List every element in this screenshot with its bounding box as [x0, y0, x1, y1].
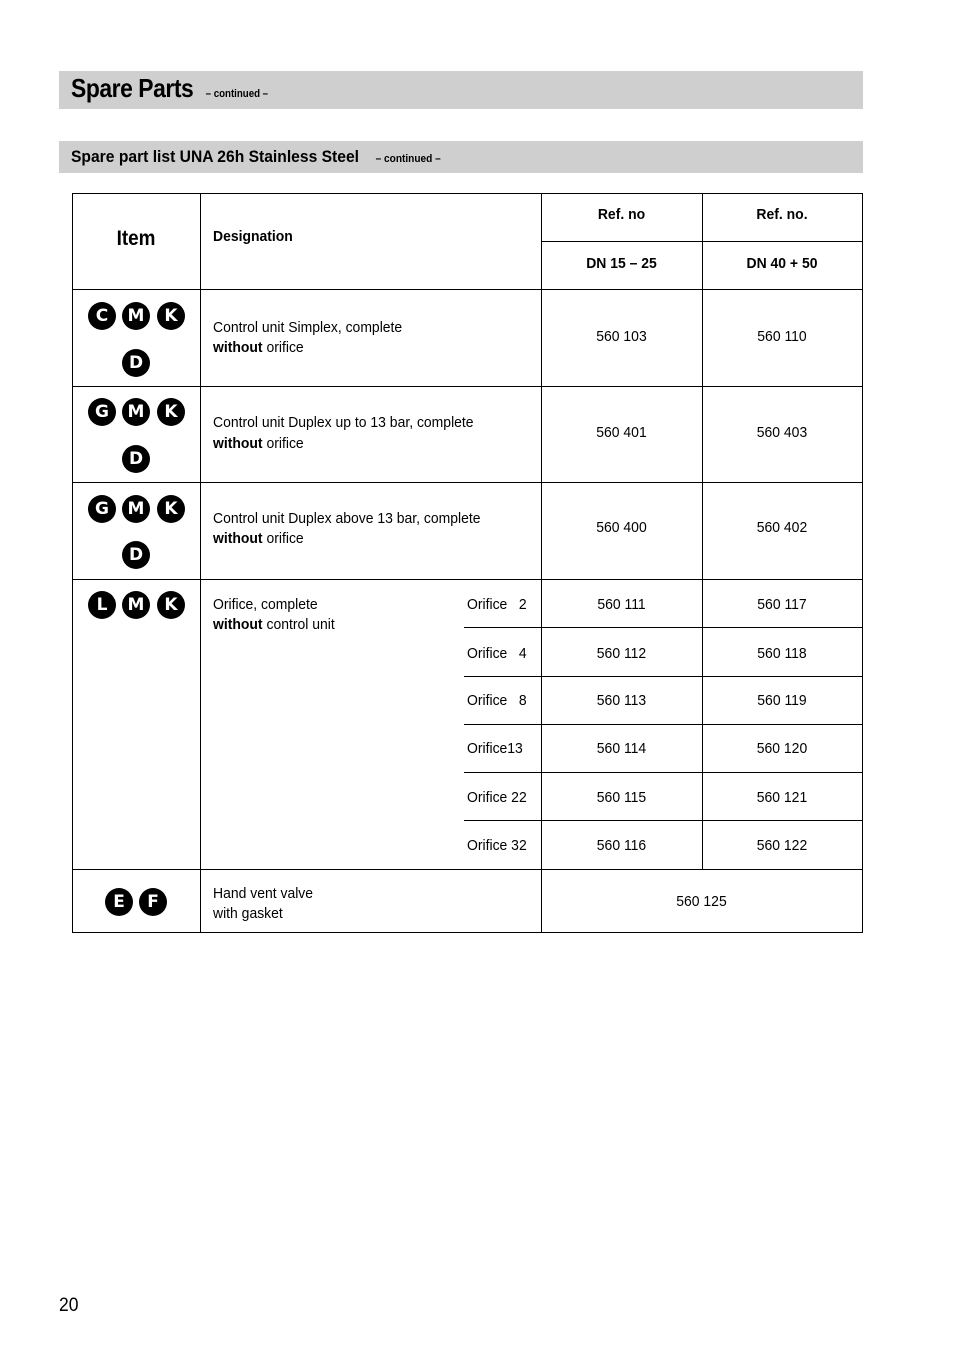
- item-badge: K: [157, 302, 185, 330]
- designation-text: [213, 319, 402, 336]
- orifice-row-divider: [464, 724, 863, 725]
- title-text: Spare Parts: [71, 73, 194, 103]
- title-continued-note: – continued –: [205, 88, 269, 100]
- designation-bold: without: [213, 616, 263, 633]
- subsection-header-band: [59, 141, 863, 173]
- designation-text: [213, 616, 335, 633]
- designation-text: [213, 339, 304, 356]
- ref-number: 560 121: [756, 789, 808, 806]
- designation-rest: control unit: [262, 616, 335, 633]
- column-header-ref1: Ref. no: [597, 206, 646, 223]
- designation-line: Orifice, complete: [213, 596, 318, 613]
- designation-text: Hand vent valve: [213, 885, 314, 902]
- ref-number: 560 401: [596, 424, 647, 441]
- item-badge: F: [139, 888, 167, 916]
- column-header-ref2-size: DN 40 + 50: [746, 255, 818, 272]
- item-badge: D: [122, 445, 150, 473]
- subsection-title: [71, 147, 441, 167]
- orifice-row-divider: [464, 820, 863, 821]
- designation-line: Control unit Simplex, complete: [213, 319, 403, 336]
- orifice-row-divider: [464, 627, 863, 628]
- item-badge: G: [88, 495, 116, 523]
- orifice-row-divider: [464, 676, 863, 677]
- row-divider: [72, 579, 863, 580]
- ref-number: 560 120: [756, 740, 808, 757]
- ref-number: 560 119: [757, 692, 807, 709]
- designation-text: [213, 596, 318, 613]
- orifice-label: Orifice 22: [467, 789, 527, 806]
- ref-number: 560 116: [596, 837, 647, 854]
- column-divider-ref: [702, 193, 703, 869]
- item-badge: K: [157, 591, 185, 619]
- column-header-designation: Designation: [213, 228, 293, 245]
- orifice-label: Orifice 8: [467, 692, 527, 709]
- item-badge: K: [157, 398, 185, 426]
- item-badge: M: [122, 398, 150, 426]
- ref-number: 560 110: [757, 328, 807, 345]
- item-badge: E: [105, 888, 133, 916]
- ref-number: 560 403: [756, 424, 808, 441]
- designation-text: [213, 414, 474, 431]
- designation-rest: orifice: [262, 530, 304, 547]
- designation-rest: orifice: [262, 435, 304, 452]
- column-header-item: Item: [116, 227, 156, 250]
- orifice-label: Orifice13: [467, 740, 523, 757]
- item-badge: C: [88, 302, 116, 330]
- ref-number: 560 111: [597, 596, 646, 613]
- designation-text: with gasket: [213, 905, 283, 922]
- ref-number: 560 402: [756, 519, 808, 536]
- table-border-bottom: [72, 932, 863, 933]
- designation-rest: orifice: [262, 339, 304, 356]
- ref-number: 560 118: [757, 645, 807, 662]
- table-border-right: [862, 193, 863, 933]
- table-border-left: [72, 193, 73, 933]
- item-badge: D: [122, 541, 150, 569]
- ref-number: 560 112: [596, 645, 647, 662]
- ref-number: 560 122: [756, 837, 808, 854]
- orifice-label: Orifice 2: [467, 596, 527, 613]
- ref-number: 560 115: [596, 789, 647, 806]
- designation-text: [213, 510, 481, 527]
- column-header-ref1-size: DN 15 – 25: [586, 255, 657, 272]
- page-number: 20: [59, 1295, 79, 1316]
- designation-text: [213, 530, 304, 547]
- designation-bold: without: [213, 339, 263, 356]
- item-badge: L: [88, 591, 116, 619]
- item-badge: M: [122, 302, 150, 330]
- item-badge: M: [122, 591, 150, 619]
- ref-number: 560 117: [757, 596, 807, 613]
- table-border-top: [72, 193, 863, 194]
- ref-number-combined: 560 125: [676, 893, 727, 910]
- ref-number: 560 400: [596, 519, 647, 536]
- orifice-row-divider: [464, 772, 863, 773]
- row-divider: [72, 869, 863, 870]
- subtitle-text: Spare part list UNA 26h Stainless Steel: [71, 147, 360, 166]
- ref-number: 560 113: [596, 692, 647, 709]
- header-sub-divider: [541, 241, 862, 242]
- spare-parts-table: [72, 193, 863, 933]
- designation-bold: without: [213, 435, 263, 452]
- designation-line: Control unit Duplex above 13 bar, complete: [213, 510, 481, 527]
- orifice-label: Orifice 4: [467, 645, 527, 662]
- item-badge: M: [122, 495, 150, 523]
- column-divider-item: [200, 193, 201, 933]
- item-badge: D: [122, 349, 150, 377]
- row-divider: [72, 386, 863, 387]
- row-divider: [72, 482, 863, 483]
- section-header-band: [59, 71, 863, 109]
- subtitle-continued-note: – continued –: [375, 153, 441, 165]
- column-header-ref2: Ref. no.: [756, 206, 808, 223]
- item-badge: K: [157, 495, 185, 523]
- page-title: [71, 73, 268, 104]
- designation-line: Control unit Duplex up to 13 bar, complete: [213, 414, 474, 431]
- ref-number: 560 103: [596, 328, 647, 345]
- designation-bold: without: [213, 530, 263, 547]
- column-divider-designation: [541, 193, 542, 933]
- item-badge: G: [88, 398, 116, 426]
- row-divider: [72, 289, 863, 290]
- ref-number: 560 114: [596, 740, 647, 757]
- designation-text: [213, 435, 304, 452]
- orifice-label: Orifice 32: [467, 837, 527, 854]
